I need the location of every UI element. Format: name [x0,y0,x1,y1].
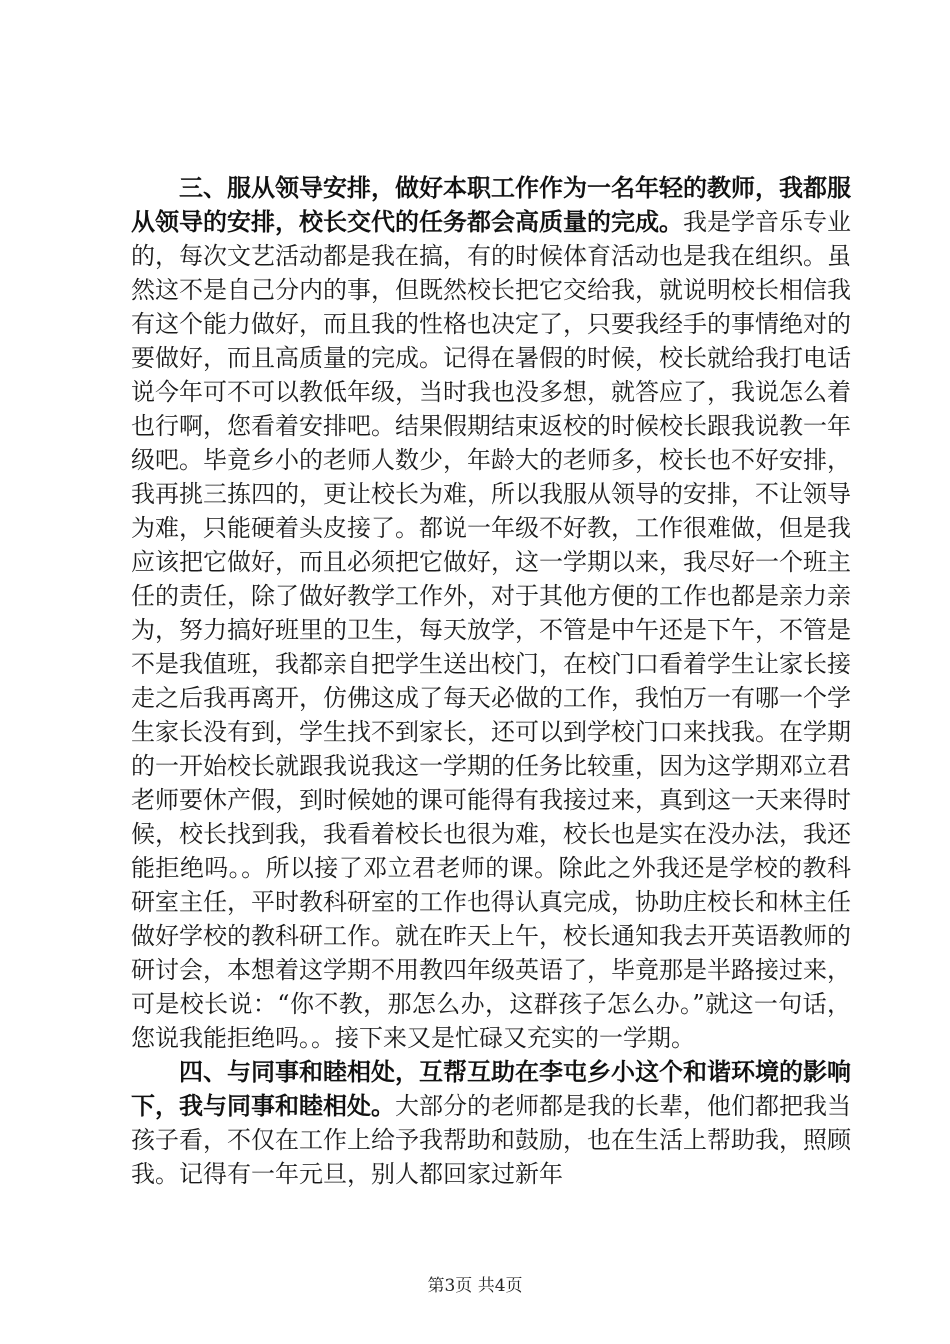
page-number-footer: 第3页 共4页 [427,1276,523,1296]
section-four-heading: 四、与同事和睦相处，互帮互助在李屯乡小这个和谐环境的影响下，我与同事和睦相处。 [131,1058,851,1120]
section-four-body: 大部分的老师都是我的长辈，他们都把我当孩子看，不仅在工作上给予我帮助和鼓励，也在生活上帮助我，照顾我。记得有一年元旦，别人都回家过新年 [131,1092,851,1188]
paragraph-section-four [131,1055,851,1191]
section-three-body: 我是学音乐专业的，每次文艺活动都是我在搞，有的时候体育活动也是我在组织。虽然这不是自己分内的事，但既然校长把它交给我，就说明校长相信我有这个能力做好，而且我的性格也决定了，只要我经手的事情绝对的要做好，而且高质量的完成。记得在暑假的时候，校长就给我打电话说今年可不可以教低年级，当时我也没多想，就答应了，我说怎么着也行啊，您看着安排吧。结果假期结束返校的时候校长跟我说教一年级吧。毕竟乡小的老师人数少，年龄大的老师多，校长也不好安排，我再挑三拣四的，更让校长为难，所以我服从领导的安排，不让领导为难，只能硬着头皮接了。都说一年级不好教，工作很难做，但是我应该把它做好，而且必须把它做好，这一学期以来，我尽好一个班主任的责任，除了做好教学工作外，对于其他方便的工作也都是亲力亲为，努力搞好班里的卫生，每天放学，不管是中午还是下午，不管是不是我值班，我都亲自把学生送出校门，在校门口看着学生让家长接走之后我再离开，仿佛这成了每天必做的工作，我怕万一有哪一个学生家长没有到，学生找不到家长，还可以到学校门口来找我。在学期的一开始校长就跟我说我这一学期的任务比较重，因为这学期邓立君老师要休产假，到时候她的课可能得有我接过来，真到这一天来得时候，校长找到我，我看着校长也很为难，校长也是实在没办法，我还能拒绝吗。。所以接了邓立君老师的课。除此之外我还是学校的教科研室主任，平时教科研室的工作也得认真完成，协助庄校长和林主任做好学校的教科研工作。就在昨天上午，校长通知我去开英语教师的研讨会，本想着这学期不用教四年级英语了，毕竟那是半路接过来，可是校长说：“你不教，那怎么办，这群孩子怎么办。”就这一句话，您说我能拒绝吗。。接下来又是忙碌又充实的一学期。 [131,208,851,1052]
paragraph-section-three [131,171,851,1055]
document-body [131,171,851,1191]
section-three-heading: 三、服从领导安排，做好本职工作作为一名年轻的教师，我都服从领导的安排，校长交代的任务都会高质量的完成。 [131,174,851,236]
